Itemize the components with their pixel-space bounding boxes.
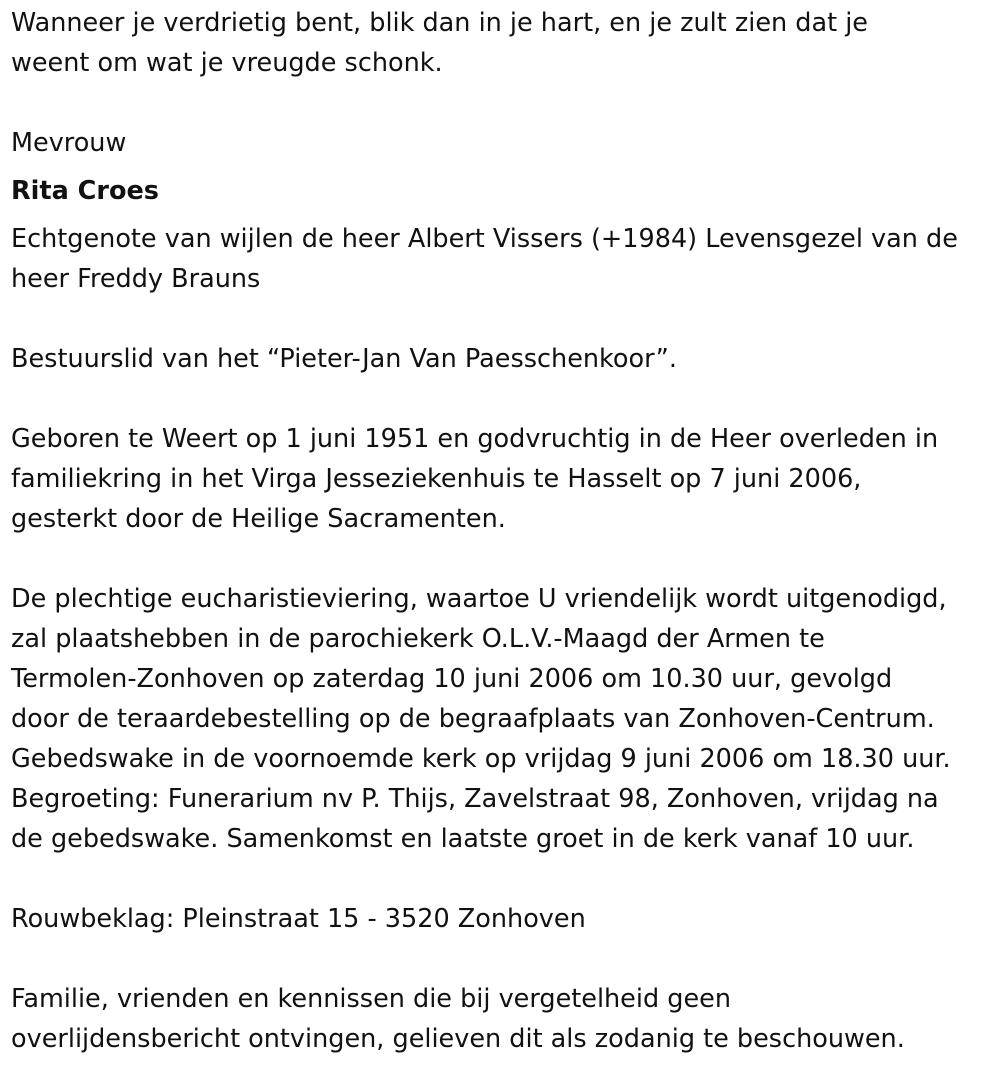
spacer	[11, 859, 992, 899]
spacer	[11, 83, 992, 123]
closing-note: Familie, vrienden en kennissen die bij vergetelheid geen overlijdensbericht ontvingen, gelieven dit als zodanig te beschouwen.	[11, 984, 905, 1054]
ceremony-text: De plechtige eucharistieviering, waartoe U vriendelijk wordt uitgenodigd, zal plaatshebben in de parochiekerk O.L.V.-Maagd der Armen te Termolen-Zonhoven op zaterdag 10 juni 2006 om 10.30 uur, gevolgd door de teraardebestelling op de begraafplaats van Zonhoven-Centrum. Gebedswake in de voornoemde kerk op vrijdag 9 juni 2006 om 18.30 uur. Begroeting: Funerarium nv P. Thijs, Zavelstraat 98, Zonhoven, vrijdag na de gebedswake. Samenkomst en laatste groet in de kerk vanaf 10 uur.	[11, 584, 951, 854]
relation-text: Echtgenote van wijlen de heer Albert Vissers (+1984) Levensgezel van de heer Freddy Brauns	[11, 224, 958, 294]
deceased-name: Rita Croes	[11, 176, 159, 206]
salutation: Mevrouw	[11, 128, 127, 158]
spacer	[11, 211, 992, 219]
spacer	[11, 539, 992, 579]
spacer	[11, 379, 992, 419]
board-member-text: Bestuurslid van het “Pieter-Jan Van Paesschenkoor”.	[11, 344, 677, 374]
birth-death-text: Geboren te Weert op 1 juni 1951 en godvruchtig in de Heer overleden in familiekring in het Virga Jesseziekenhuis te Hasselt op 7 juni 2006, gesterkt door de Heilige Sacramenten.	[11, 424, 939, 534]
condolence-address: Rouwbeklag: Pleinstraat 15 - 3520 Zonhoven	[11, 904, 586, 934]
spacer	[11, 939, 992, 979]
opening-quote: Wanneer je verdrietig bent, blik dan in je hart, en je zult zien dat je weent om wat je vreugde schonk.	[11, 8, 868, 78]
spacer	[11, 163, 992, 171]
spacer	[11, 299, 992, 339]
